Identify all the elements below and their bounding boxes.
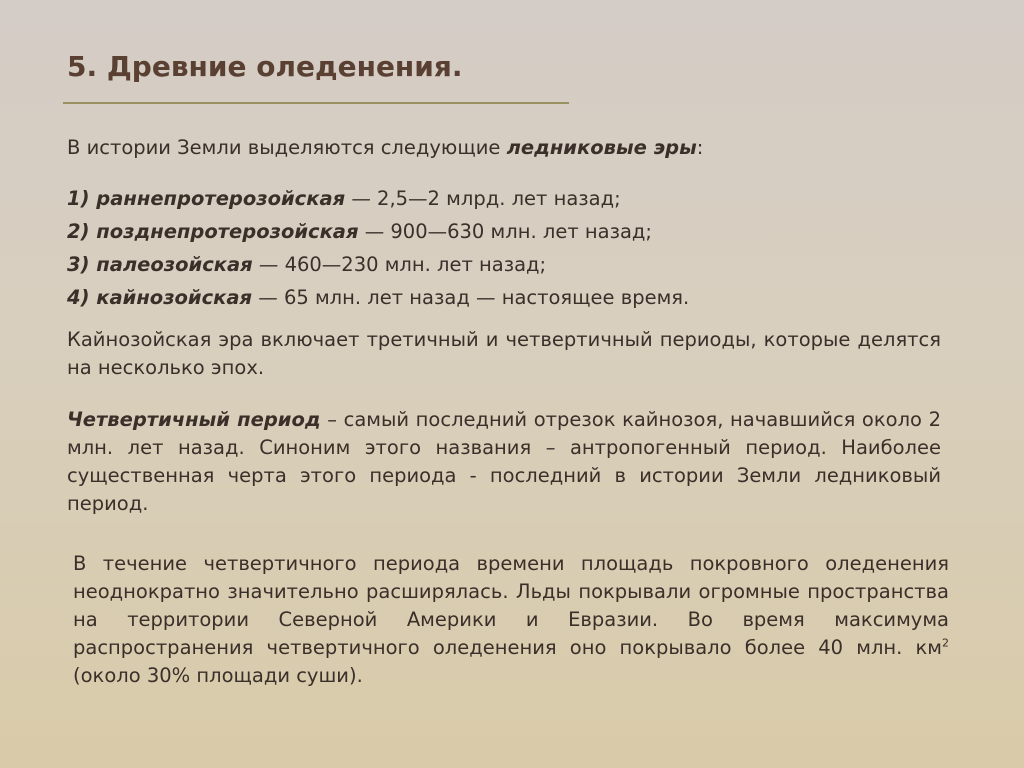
era-item xyxy=(67,248,941,281)
glaciation-extent-paragraph xyxy=(73,550,949,690)
quaternary-emphasis: Четвертичный период xyxy=(67,408,321,431)
quaternary-paragraph xyxy=(67,406,941,518)
km-squared-superscript: 2 xyxy=(942,636,949,650)
era-desc: — 65 млн. лет назад — настоящее время. xyxy=(252,286,690,309)
intro-paragraph xyxy=(67,134,941,162)
intro-tail: : xyxy=(696,136,704,159)
extent-tail: (около 30% площади суши). xyxy=(73,664,363,687)
era-desc: — 900—630 млн. лет назад; xyxy=(358,220,652,243)
era-name: 4) кайнозойская xyxy=(67,286,253,309)
intro-emphasis: ледниковые эры xyxy=(506,136,697,159)
era-name: 3) палеозойская xyxy=(67,253,253,276)
era-item xyxy=(67,215,941,248)
era-item xyxy=(67,182,941,215)
era-desc: — 2,5—2 млрд. лет назад; xyxy=(345,187,621,210)
era-name: 1) раннепротерозойская xyxy=(67,187,346,210)
title-underline xyxy=(63,102,569,104)
era-desc: — 460—230 млн. лет назад; xyxy=(252,253,547,276)
cenozoic-paragraph: Кайнозойская эра включает третичный и четвертичный периоды, которые делятся на несколько эпох. xyxy=(67,328,941,379)
slide-title: 5. Древние оледенения. xyxy=(67,50,463,83)
era-name: 2) позднепротерозойская xyxy=(67,220,359,243)
quaternary-text: – самый последний отрезок кайнозоя, начавшийся около 2 млн. лет назад. Синоним этого названия – антропогенный период. Наиболее существенная черта этого периода - последний в истории Земли ледниковый период. xyxy=(67,408,941,515)
glacial-eras-list xyxy=(67,182,941,314)
extent-text: В течение четвертичного периода времени площадь покровного оледенения неоднократно значительно расширялась. Льды покрывали огромные пространства на территории Северной Америки и Евразии. Во время максимума распространения четвертичного оледенения оно покрывало более 40 млн. км xyxy=(73,552,949,659)
era-item xyxy=(67,281,941,314)
intro-text: В истории Земли выделяются следующие xyxy=(67,136,507,159)
